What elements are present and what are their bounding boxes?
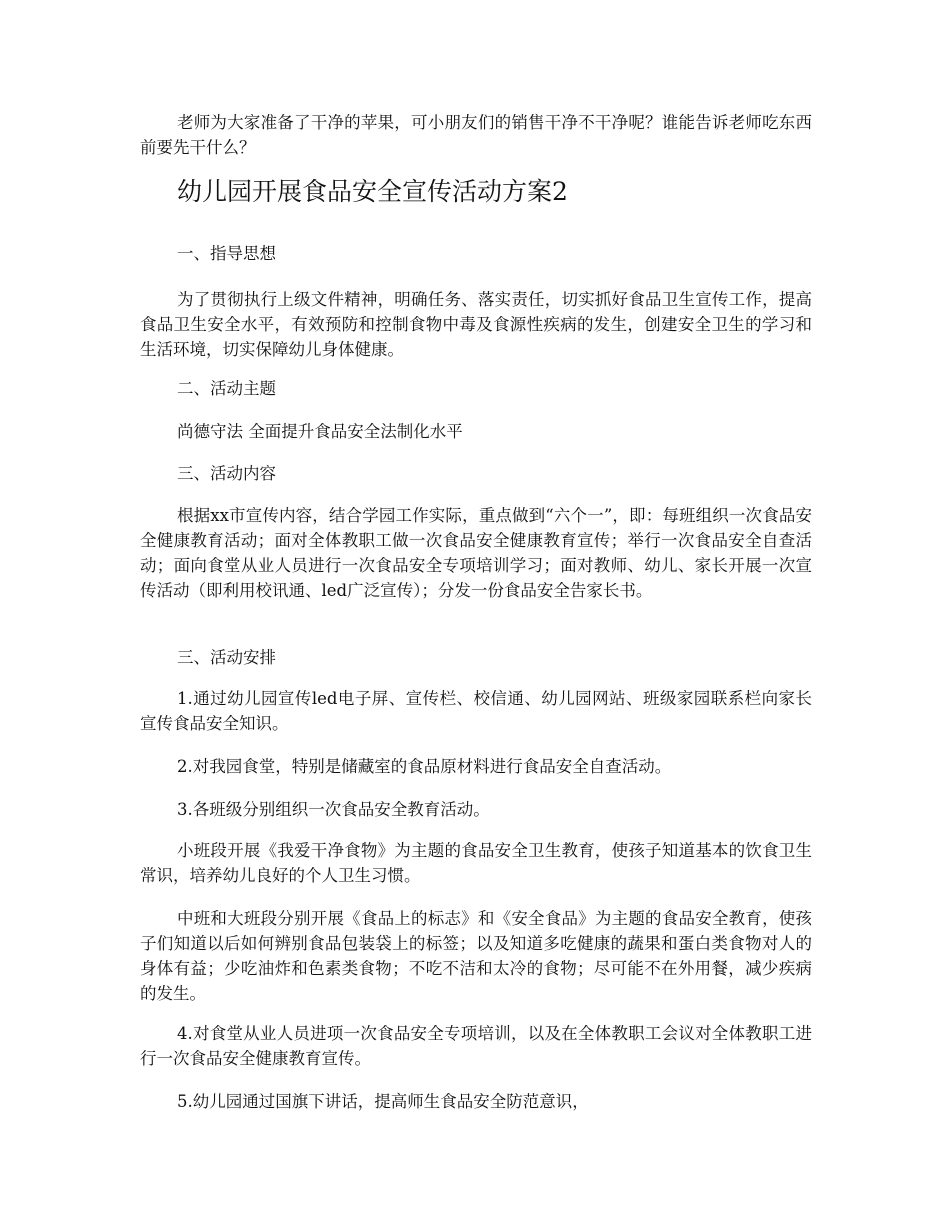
document-title: 幼儿园开展食品安全宣传活动方案2 (177, 177, 568, 206)
paragraph-activity-content: 根据xx市宣传内容，结合学园工作实际，重点做到“六个一”，即：每班组织一次食品安全健康教育活动；面对全体教职工做一次食品安全健康教育宣传；举行一次食品安全自查活动；面向食堂从业人员进行一次食品安全专项培训学习；面对教师、幼儿、家长开展一次宣传活动（即利用校讯通、led广泛宣传）；分发一份食品安全告家长书。 (140, 506, 812, 600)
section-heading-activity-arrangement: 三、活动安排 (177, 648, 276, 667)
list-item-2: 2.对我园食堂，特别是储藏室的食品原材料进行食品安全自查活动。 (177, 757, 672, 776)
list-item-4: 4.对食堂从业人员进项一次食品安全专项培训，以及在全体教职工会议对全体教职工进行一次食品安全健康教育宣传。 (140, 1024, 812, 1068)
intro-paragraph: 老师为大家准备了干净的苹果，可小朋友们的销售干净不干净呢？谁能告诉老师吃东西前要先干什么？ (140, 113, 812, 157)
section-heading-guiding-ideology: 一、指导思想 (177, 244, 276, 263)
section-heading-activity-theme: 二、活动主题 (177, 379, 276, 398)
paragraph-guiding-ideology: 为了贯彻执行上级文件精神，明确任务、落实责任，切实抓好食品卫生宣传工作，提高食品卫生安全水平，有效预防和控制食物中毒及食源性疾病的发生，创建安全卫生的学习和生活环境，切实保障幼儿身体健康。 (140, 290, 812, 359)
list-item-5: 5.幼儿园通过国旗下讲话，提高师生食品安全防范意识， (177, 1092, 589, 1111)
list-item-1: 1.通过幼儿园宣传led电子屏、宣传栏、校信通、幼儿园网站、班级家园联系栏向家长宣传食品安全知识。 (140, 689, 812, 733)
list-item-3: 3.各班级分别组织一次食品安全教育活动。 (177, 800, 490, 819)
paragraph-small-class: 小班段开展《我爱干净食物》为主题的食品安全卫生教育，使孩子知道基本的饮食卫生常识，培养幼儿良好的个人卫生习惯。 (140, 841, 812, 885)
section-heading-activity-content: 三、活动内容 (177, 464, 276, 483)
paragraph-middle-large-class: 中班和大班段分别开展《食品上的标志》和《安全食品》为主题的食品安全教育，使孩子们知道以后如何辨别食品包装袋上的标签；以及知道多吃健康的蔬果和蛋白类食物对人的身体有益；少吃油炸和色素类食物；不吃不洁和太冷的食物；尽可能不在外用餐，减少疾病的发生。 (140, 909, 812, 1003)
paragraph-activity-theme: 尚德守法 全面提升食品安全法制化水平 (177, 422, 463, 441)
